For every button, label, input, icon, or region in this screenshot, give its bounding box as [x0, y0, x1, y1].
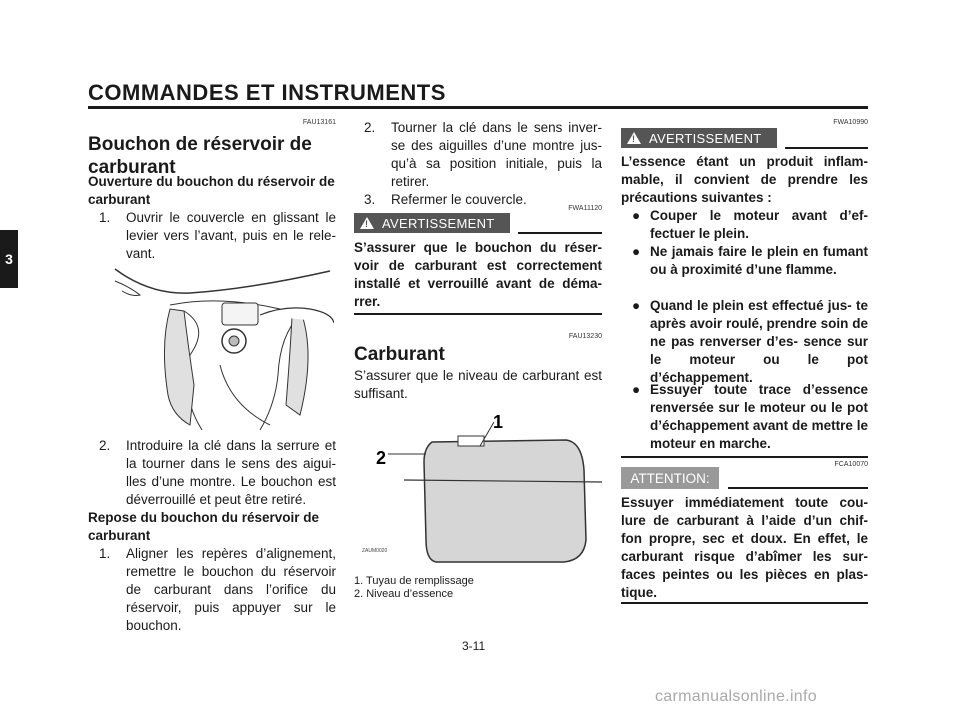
attention-end-rule — [621, 602, 868, 604]
header-rule — [88, 106, 868, 109]
section-title: Bouchon de réservoir de carburant — [88, 134, 312, 178]
callout-1: 1 — [493, 412, 504, 432]
section-code: FAU13161 — [302, 119, 336, 126]
warning2-bullet-2: ● Ne jamais faire le plein en fumant ou à proximité d’une flamme. — [632, 244, 868, 277]
chapter-tab: 3 — [0, 230, 18, 288]
warning2-end-rule — [621, 456, 868, 458]
warning-end-rule — [354, 313, 602, 315]
caption-1: 1. Tuyau de remplissage — [354, 575, 474, 587]
warning-header — [354, 213, 602, 233]
figure-ref: ZAUM0020 — [362, 548, 388, 554]
warning2-intro: L’essence étant un produit inflam- mable, il convient de prendre les précautions suivantes : — [621, 154, 868, 205]
attention-label-box: ATTENTION: — [621, 467, 719, 489]
warning2-code: FWA10990 — [833, 119, 868, 126]
fuel-title: Carburant — [354, 344, 445, 365]
open-step-2: 2. Introduire la clé dans la serrure et la tourner dans le sens des aigui- lles d’une montre. Le bouchon est déverrouillé et peut être retiré. — [99, 438, 336, 507]
warning-label-box: ! AVERTISSEMENT — [354, 213, 510, 233]
page-number: 3-11 — [462, 639, 486, 653]
warning2-header-rule — [785, 147, 868, 149]
warning2-triangle-icon: ! — [627, 132, 641, 144]
warning-code: FWA11120 — [568, 205, 602, 212]
warning2-bullet-3: ● Quand le plein est effectué jus- te après avoir roulé, prendre soin de ne pas renverser d’es- sence sur le moteur ou le pot d’échappement. — [632, 298, 868, 385]
attention-header-rule — [728, 487, 868, 489]
warning-triangle-icon: ! — [360, 217, 374, 229]
close-step-1: 1. Aligner les repères d’alignement, remettre le bouchon du réservoir de carburant dans l’orifice du réservoir, puis appuyer sur le bouchon. — [99, 546, 336, 633]
fuel-text: S’assurer que le niveau de carburant est suffisant. — [354, 368, 602, 401]
close-step-3: 3. Refermer le couvercle. — [364, 192, 527, 207]
attention-header — [621, 467, 868, 491]
callout-2: 2 — [376, 448, 387, 468]
subsection-title-close: Repose du bouchon du réservoir de carburant — [88, 510, 320, 543]
warning2-bullet-4: ● Essuyer toute trace d’essence renversée sur le moteur ou le pot d’échappement avant de mettre le moteur en marche. — [632, 382, 868, 451]
fuel-code: FAU13230 — [568, 333, 602, 340]
warning2-bullet-1: ● Couper le moteur avant d’ef- fectuer le plein. — [632, 208, 868, 241]
attention-text: Essuyer immédiatement toute cou- lure de carburant à l’aide d’un chif- fon propre, sec et doux. En effet, le carburant risque d’abîmer les sur- faces peintes ou les pièces en plas- tique. — [621, 495, 868, 600]
warning-header-rule — [518, 232, 602, 234]
caption-2: 2. Niveau d’essence — [354, 588, 454, 600]
subsection-title-open: Ouverture du bouchon du réservoir de carburant — [88, 174, 335, 207]
warning2-label-box: ! AVERTISSEMENT — [621, 128, 777, 148]
watermark: carmanualsonline.info — [655, 688, 817, 705]
fuel-tank-illustration — [354, 410, 602, 568]
fuel-cap-illustration — [110, 265, 334, 435]
page-header-title: COMMANDES ET INSTRUMENTS — [88, 80, 446, 105]
close-step-2: 2. Tourner la clé dans le sens inver- se des aiguilles d’une montre jus- qu’à sa position initiale, puis la retirer. — [364, 120, 602, 189]
attention-code: FCA10070 — [834, 461, 868, 468]
open-step-1: 1. Ouvrir le couvercle en glissant le levier vers l’avant, puis en le rele- vant. — [99, 210, 336, 261]
warning2-header — [621, 128, 868, 150]
warning-text: S’assurer que le bouchon du réser- voir de carburant est correctement installé et verrouillé avant de déma- rrer. — [354, 240, 602, 309]
